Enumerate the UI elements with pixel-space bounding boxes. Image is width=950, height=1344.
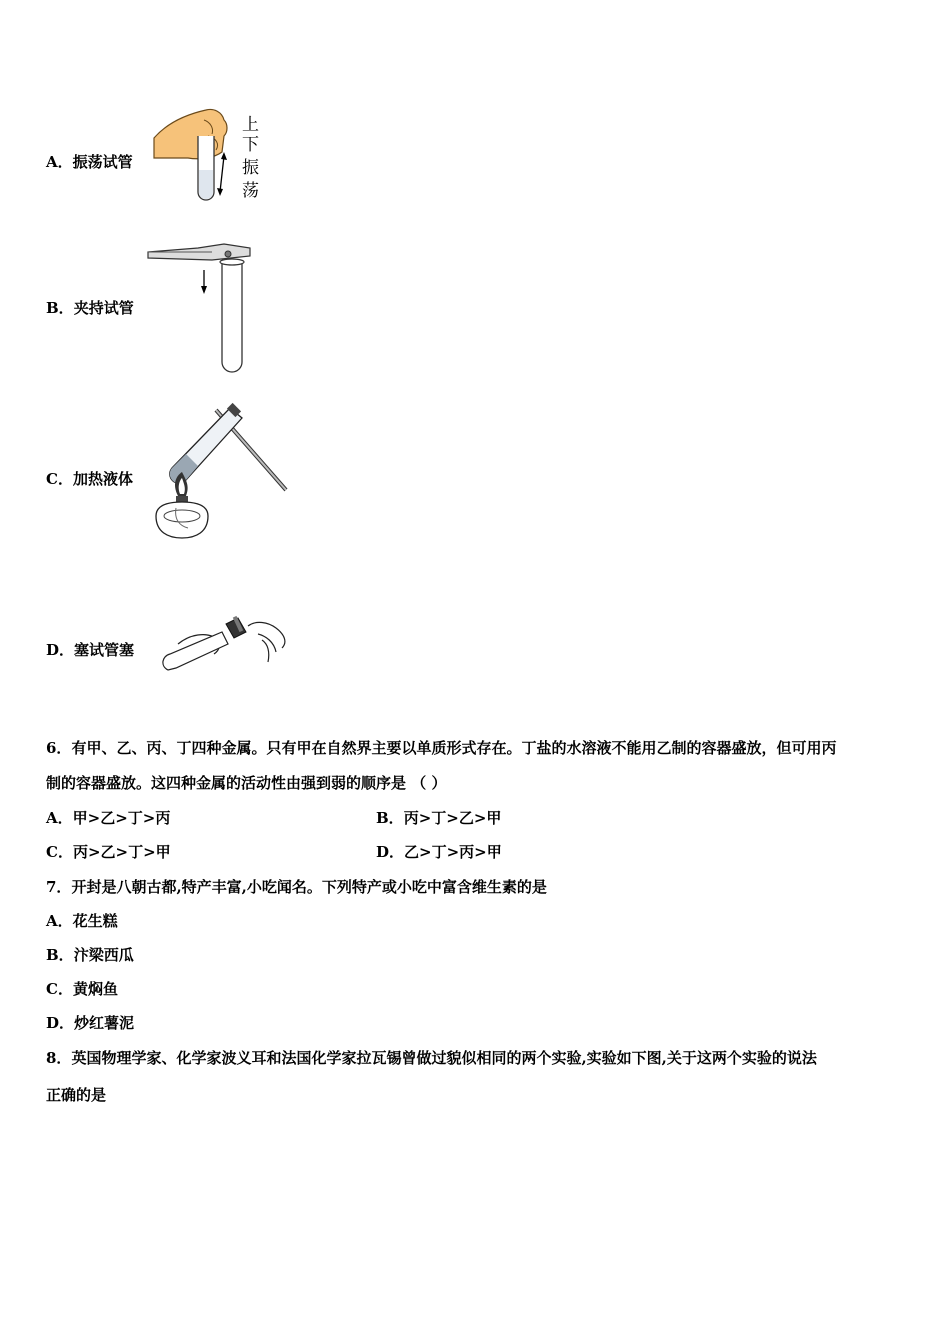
option-d-label: D． — [46, 641, 75, 659]
q8-number: 8． — [46, 1049, 72, 1067]
q7-option-b-text: 汴梁西瓜 — [73, 946, 134, 964]
q6-stem-2: 制的容器盛放。这四种金属的活动性由强到弱的顺序是 （ ） — [46, 774, 447, 792]
figure-label-1: 上 — [242, 115, 259, 135]
q7-number: 7． — [46, 878, 72, 896]
q6-option-d-text: 乙>丁>丙>甲 — [404, 843, 502, 861]
figure-label-3: 振 — [242, 158, 259, 178]
q6-option-c — [46, 842, 171, 862]
heat-liquid-figure — [146, 396, 292, 546]
q6-option-d-label: D． — [376, 843, 405, 861]
q6-option-c-text: 丙>乙>丁>甲 — [72, 843, 171, 861]
option-c-label: C． — [46, 470, 73, 488]
q7-option-d-text: 炒红薯泥 — [74, 1014, 135, 1032]
q6-option-a-label: A． — [46, 809, 73, 827]
q7-stem — [46, 877, 547, 897]
q7-stem-text: 开封是八朝古都,特产丰富,小吃闻名。下列特产或小吃中富含维生素的是 — [71, 878, 547, 896]
option-a-label: A． — [46, 153, 73, 171]
q6-option-b-text: 丙>丁>乙>甲 — [403, 809, 502, 827]
hold-test-tube-figure — [146, 238, 258, 376]
q7-option-b-label: B． — [46, 946, 74, 964]
q7-option-c-label: C． — [46, 980, 73, 998]
q7-option-c — [46, 979, 118, 999]
q6-option-a — [46, 808, 170, 828]
q6-number: 6． — [46, 739, 72, 757]
option-d-text: 塞试管塞 — [74, 641, 135, 659]
option-a — [46, 152, 133, 172]
q8-stem-1: 英国物理学家、化学家波义耳和法国化学家拉瓦锡曾做过貌似相同的两个实验,实验如下图,关于这两个实验的说法 — [71, 1049, 817, 1067]
q7-option-d — [46, 1013, 134, 1033]
q8-stem-line1 — [46, 1048, 817, 1068]
option-b-text: 夹持试管 — [73, 299, 134, 317]
option-d — [46, 640, 134, 660]
q6-option-a-text: 甲>乙>丁>丙 — [72, 809, 171, 827]
q6-option-c-label: C． — [46, 843, 73, 861]
q7-option-a-label: A． — [46, 912, 73, 930]
option-c-text: 加热液体 — [72, 470, 133, 488]
q7-option-d-label: D． — [46, 1014, 75, 1032]
q6-option-b — [376, 808, 501, 828]
q6-option-b-label: B． — [376, 809, 404, 827]
q7-option-c-text: 黄焖鱼 — [72, 980, 118, 998]
figure-label-4: 荡 — [242, 181, 259, 201]
q7-option-a — [46, 911, 118, 931]
q7-option-a-text: 花生糕 — [72, 912, 118, 930]
option-b — [46, 298, 134, 318]
q6-option-d — [376, 842, 502, 862]
shake-test-tube-figure — [148, 100, 263, 204]
option-a-text: 振荡试管 — [72, 153, 133, 171]
option-b-label: B． — [46, 299, 74, 317]
q8-stem-2: 正确的是 — [46, 1086, 107, 1104]
q7-option-b — [46, 945, 134, 965]
figure-label-2: 下 — [242, 135, 259, 155]
stopper-test-tube-figure — [156, 608, 296, 688]
q6-stem-line1 — [46, 738, 836, 758]
q6-stem-1: 有甲、乙、丙、丁四种金属。只有甲在自然界主要以单质形式存在。丁盐的水溶液不能用乙制的容器盛放，但可用丙 — [71, 739, 837, 757]
option-c — [46, 469, 133, 489]
